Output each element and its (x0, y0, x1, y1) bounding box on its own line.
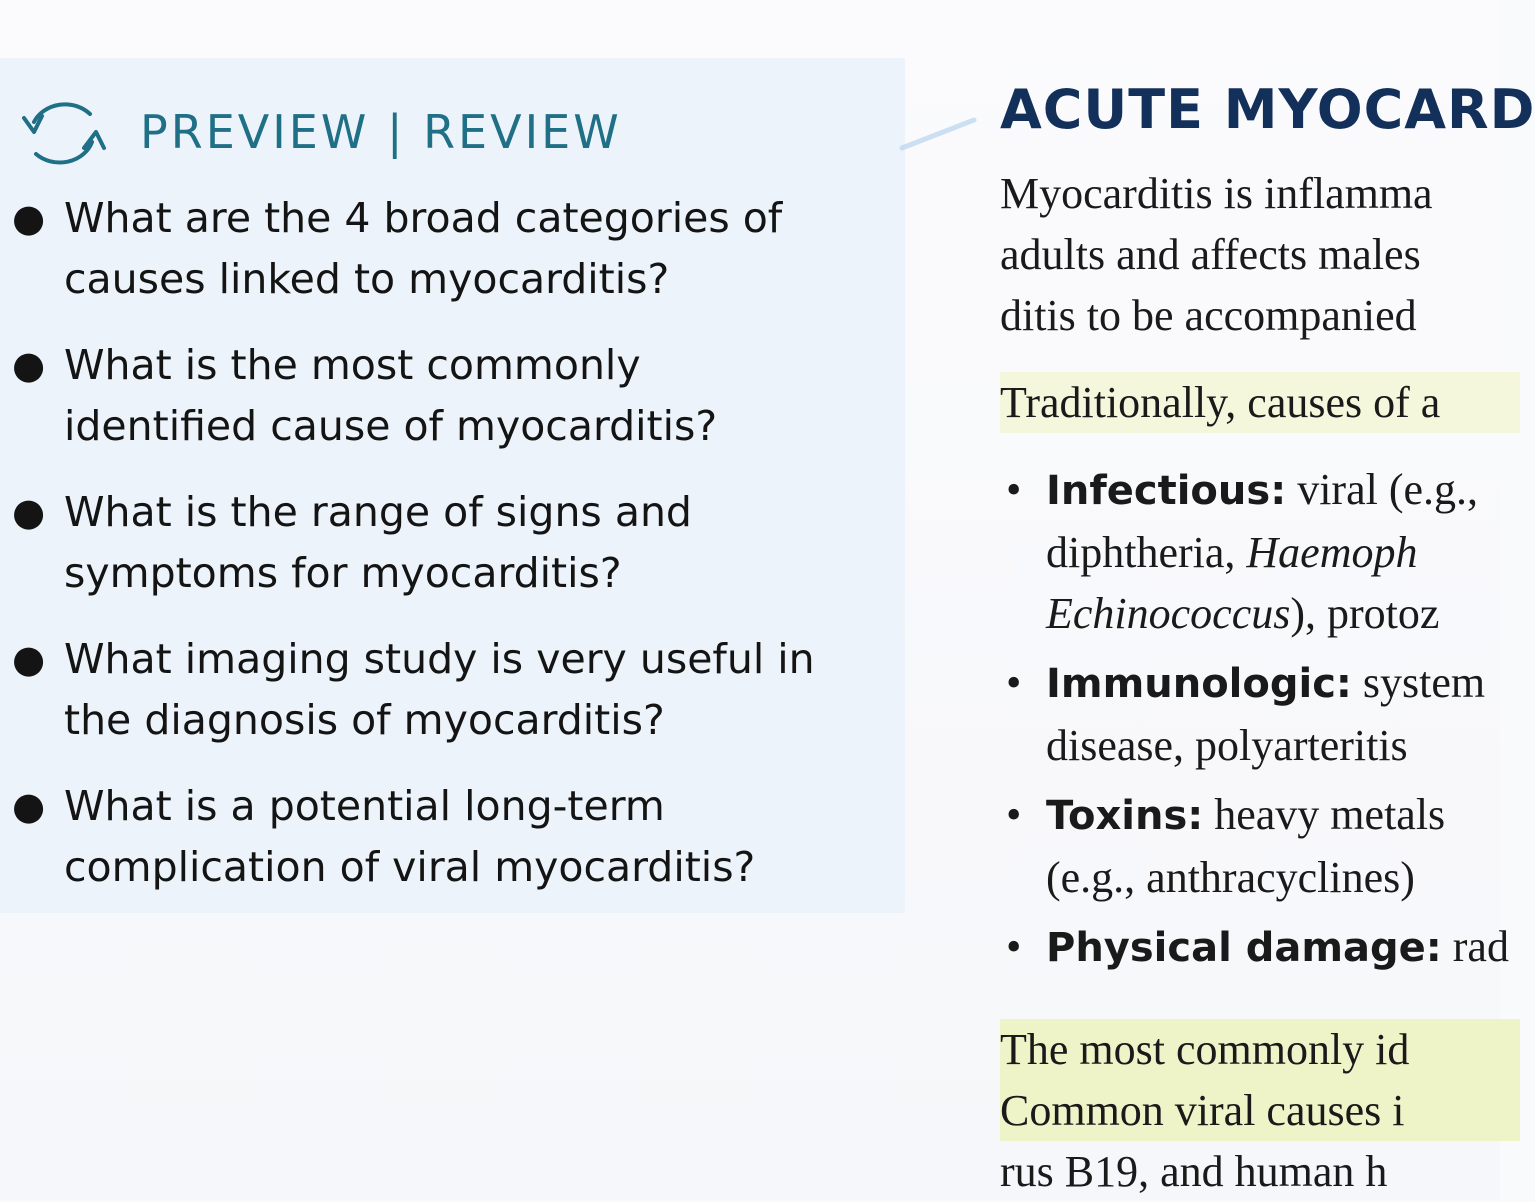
closing-line: Common viral causes i (1000, 1080, 1520, 1141)
preview-header (12, 92, 622, 172)
bullet-icon: • (1006, 922, 1022, 971)
cause-italic-text: Haemoph (1246, 528, 1418, 577)
intro-line: Myocarditis is inflamma (1000, 169, 1433, 218)
list-item (0, 335, 824, 457)
causes-intro-paragraph (1000, 372, 1520, 433)
cause-text: system (1351, 658, 1486, 707)
list-item (1000, 459, 1520, 644)
cause-text: ), protoz (1290, 589, 1440, 638)
cause-term: Immunologic: (1046, 661, 1352, 707)
closing-paragraph (1000, 1019, 1520, 1202)
question-text: What are the 4 broad categories of causes linked to myocarditis? (64, 194, 783, 303)
question-text: What is the range of signs and symptoms for myocarditis? (64, 488, 692, 597)
bullet-icon: ● (12, 343, 46, 387)
cause-text: viral (e.g., (1286, 465, 1479, 514)
cause-text: heavy metals (1203, 790, 1446, 839)
cause-term: Toxins: (1046, 793, 1204, 839)
cause-term: Infectious: (1046, 468, 1287, 514)
list-item (0, 629, 824, 751)
bullet-icon: ● (12, 490, 46, 534)
closing-line: rus B19, and human h (1000, 1147, 1388, 1196)
bullet-icon: ● (12, 784, 46, 828)
cause-italic-text: Echinococcus (1046, 589, 1291, 638)
intro-paragraph (1000, 163, 1520, 346)
bullet-icon: ● (12, 196, 46, 240)
list-item (0, 188, 824, 310)
cause-text: (e.g., anthracyclines) (1046, 853, 1415, 902)
question-text: What is the most commonly identified cause of myocarditis? (64, 341, 718, 450)
cause-list (1000, 459, 1520, 979)
cause-text: diphtheria, (1046, 528, 1247, 577)
article-column (1000, 78, 1535, 1202)
closing-line: The most commonly id (1000, 1019, 1520, 1080)
bullet-icon: • (1006, 465, 1022, 514)
question-text: What imaging study is very useful in the diagnosis of myocarditis? (64, 635, 815, 744)
bullet-icon: • (1006, 790, 1022, 839)
refresh-cycle-icon (12, 92, 112, 172)
preview-question-list (0, 188, 824, 923)
question-text: What is a potential long-term complication of viral myocarditis? (64, 782, 756, 891)
bullet-icon: • (1006, 658, 1022, 707)
cause-text: disease, polyarteritis (1046, 721, 1408, 770)
causes-intro-line: Traditionally, causes of a (1000, 372, 1520, 433)
pen-mark (898, 112, 978, 152)
list-item (1000, 784, 1520, 908)
list-item (0, 776, 824, 898)
cause-term: Physical damage: (1046, 925, 1442, 971)
preview-review-title: PREVIEW | REVIEW (140, 105, 622, 159)
intro-line: ditis to be accompanied (1000, 291, 1417, 340)
intro-line: adults and affects males (1000, 230, 1421, 279)
cause-text: rad (1441, 922, 1509, 971)
list-item (1000, 652, 1520, 776)
bullet-icon: ● (12, 637, 46, 681)
list-item (0, 482, 824, 604)
section-title: ACUTE MYOCARD (1000, 78, 1535, 141)
list-item (1000, 916, 1520, 979)
